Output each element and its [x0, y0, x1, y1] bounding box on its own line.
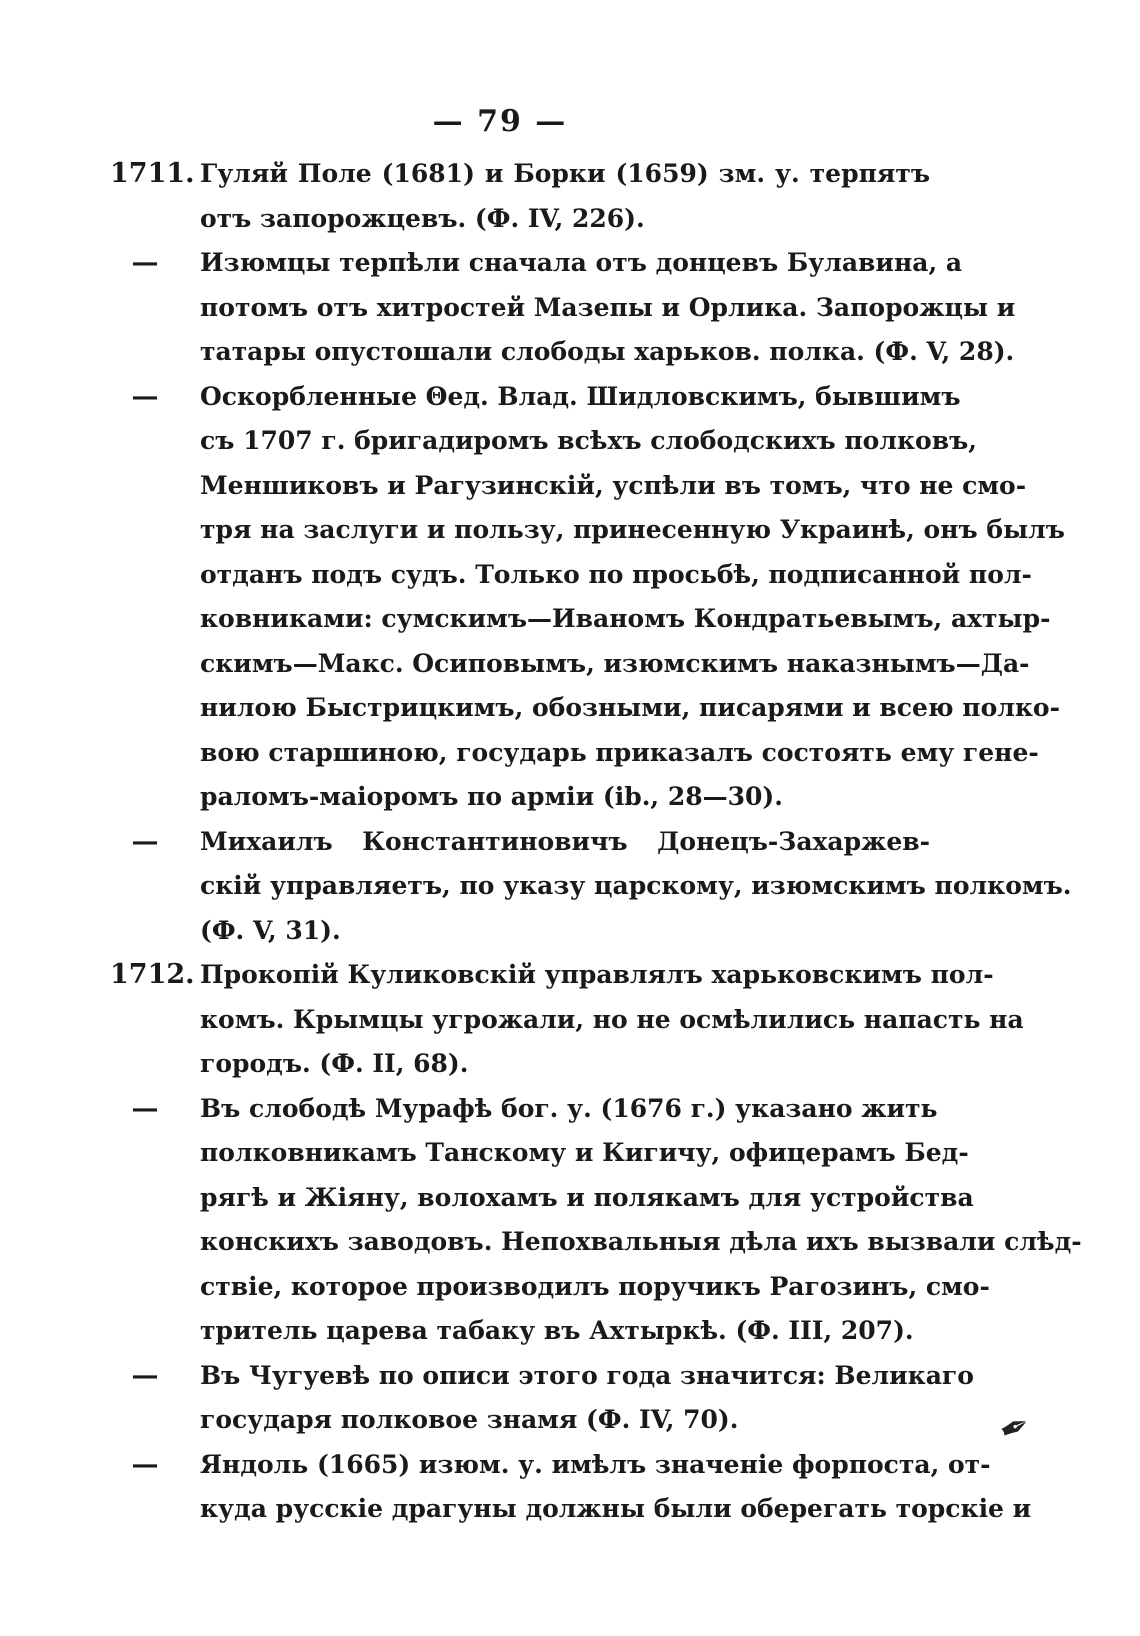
entry-donets: [110, 820, 1072, 954]
entry-dash: —: [131, 247, 159, 278]
entry-text: [200, 1443, 1032, 1532]
text-line: тритель царева табаку въ Ахтыркѣ. (Ф. III, 207).: [200, 1316, 914, 1345]
entry-izyumtsy: [110, 241, 1016, 375]
entry-year: 1712.: [110, 959, 195, 990]
text-line: Михаилъ Константиновичъ Донецъ-Захаржев-: [200, 826, 930, 856]
text-line: вою старшиною, государь приказалъ состоять ему гене-: [200, 737, 1039, 767]
text-line: Изюмцы терпѣли сначала отъ донцевъ Булавина, а: [200, 248, 963, 277]
text-line: Яндоль (1665) изюм. у. имѣлъ значеніе форпоста, от-: [200, 1449, 991, 1479]
text-line: Меншиковъ и Рагузинскій, успѣли въ томъ, что не смо-: [200, 470, 1027, 500]
text-line: Прокопій Куликовскій управлялъ харьковскимъ пол-: [200, 960, 994, 989]
entry-dash: —: [131, 825, 159, 857]
entry-text: [200, 953, 1024, 1087]
entry-text: [200, 152, 930, 241]
entry-text: [200, 241, 1016, 375]
entry-text: [200, 1354, 974, 1443]
text-line: скимъ—Макс. Осиповымъ, изюмскимъ наказнымъ—Да-: [200, 648, 1030, 678]
text-line: потомъ отъ хитростей Мазепы и Орлика. Запорожцы и: [200, 292, 1016, 322]
text-line: ковниками: сумскимъ—Иваномъ Кондратьевымъ, ахтыр-: [200, 604, 1051, 633]
text-line: рягѣ и Жіяну, волохамъ и полякамъ для устройства: [200, 1182, 974, 1212]
text-line: государя полковое знамя (Ф. IV, 70).: [200, 1405, 739, 1434]
entry-dash: —: [131, 1092, 159, 1124]
entry-dash: —: [131, 1359, 159, 1391]
text-line: комъ. Крымцы угрожали, но не осмѣлились напасть на: [200, 1004, 1024, 1034]
text-line: скій управляетъ, по указу царскому, изюмскимъ полкомъ.: [200, 871, 1072, 900]
text-line: конскихъ заводовъ. Непохвальныя дѣла ихъ вызвали слѣд-: [200, 1227, 1082, 1256]
entry-1712: [110, 953, 1024, 1087]
entry-text: [200, 1087, 1082, 1354]
text-line: отданъ подъ судъ. Только по просьбѣ, подписанной пол-: [200, 559, 1032, 589]
entry-dash: —: [131, 1448, 159, 1480]
text-line: Оскорбленные Θед. Влад. Шидловскимъ, бывшимъ: [200, 381, 961, 411]
entry-yandol: [110, 1443, 1032, 1532]
text-line: татары опустошали слободы харьков. полка. (Ф. V, 28).: [200, 337, 1015, 366]
entry-dash: —: [131, 380, 159, 412]
text-line: полковникамъ Танскому и Кигичу, офицерамъ Бед-: [200, 1138, 969, 1167]
text-line: Гуляй Поле (1681) и Борки (1659) зм. у. терпятъ: [200, 159, 930, 188]
text-line: (Ф. V, 31).: [200, 915, 341, 945]
entry-shidlovsky: [110, 375, 1065, 820]
text-line: ствіе, которое производилъ поручикъ Рагозинъ, смо-: [200, 1271, 990, 1301]
text-line: съ 1707 г. бригадиромъ всѣхъ слободскихъ полковъ,: [200, 426, 977, 455]
entry-text: [200, 375, 1065, 820]
entry-1711: [110, 152, 930, 241]
text-line: Въ слободѣ Мурафѣ бог. у. (1676 г.) указано жить: [200, 1093, 938, 1123]
text-line: куда русскіе драгуны должны были оберегать торскіе и: [200, 1494, 1032, 1523]
chronicle-entries: [110, 152, 1082, 1532]
entry-year: 1711.: [110, 158, 195, 189]
text-line: отъ запорожцевъ. (Ф. IV, 226).: [200, 203, 645, 233]
text-line: тря на заслуги и пользу, принесенную Украинѣ, онъ былъ: [200, 515, 1065, 544]
entry-murafa: [110, 1087, 1082, 1354]
text-line: Въ Чугуевѣ по описи этого года значится: Великаго: [200, 1360, 974, 1390]
entry-chuguev: [110, 1354, 974, 1443]
ink-blot-icon: ✒: [992, 1403, 1038, 1454]
page-number: — 79 —: [432, 104, 568, 139]
text-line: раломъ-маіоромъ по арміи (ib., 28—30).: [200, 782, 783, 811]
entry-text: [200, 820, 1072, 954]
text-line: нилою Быстрицкимъ, обозными, писарями и всею полко-: [200, 693, 1060, 722]
text-line: городъ. (Ф. II, 68).: [200, 1049, 469, 1078]
